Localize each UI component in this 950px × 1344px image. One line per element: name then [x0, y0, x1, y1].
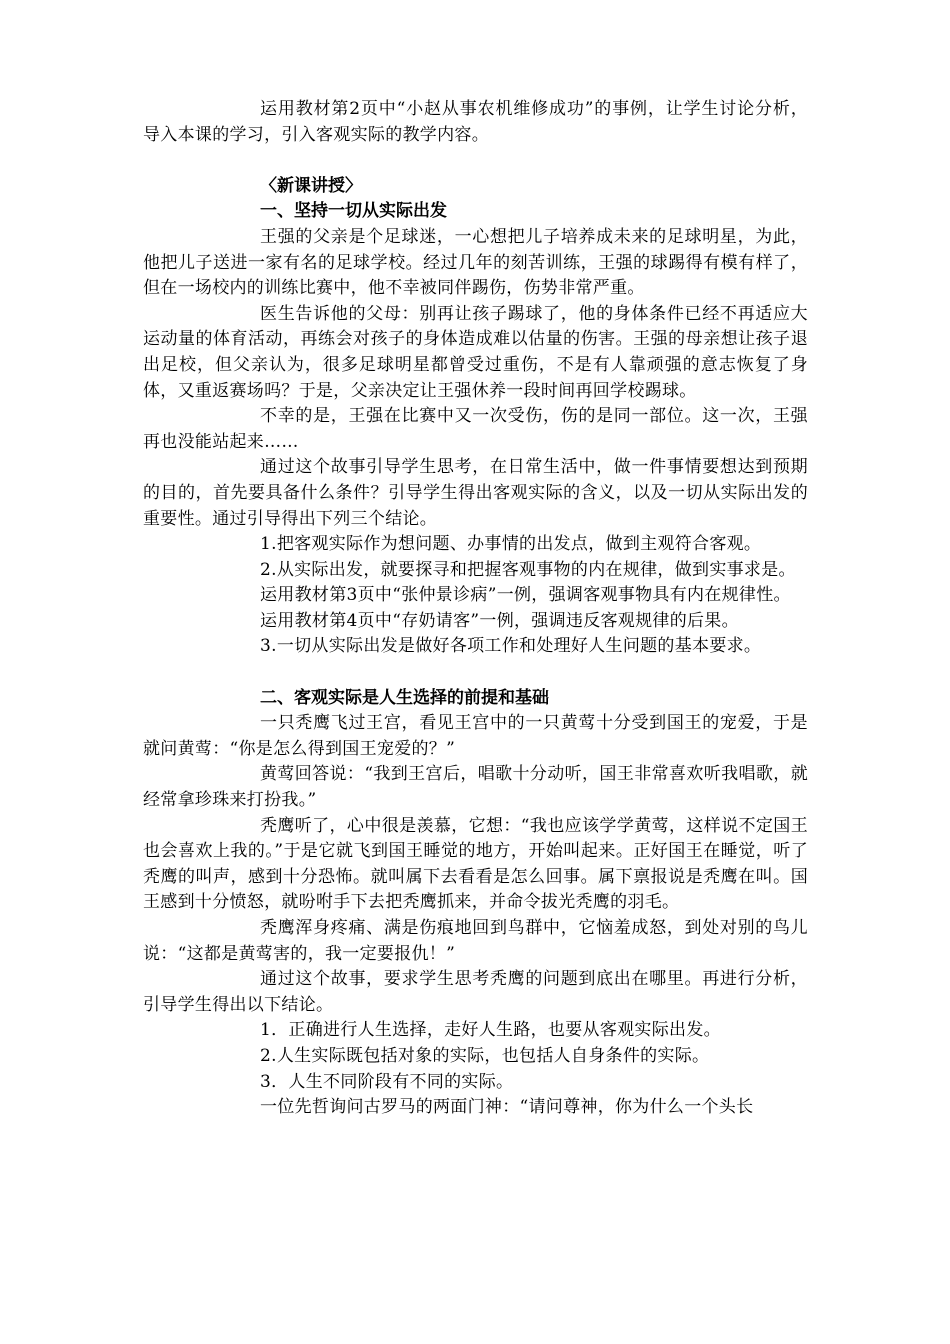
section1-paragraph: 王强的父亲是个足球迷，一心想把儿子培养成未来的足球明星，为此，他把儿子送进一家有名的足球学校。经过几年的刻苦训练，王强的球踢得有模有样了，但在一场校内的训练比赛中，他不幸被同伴踢伤，伤势非常严重。	[143, 226, 808, 299]
document-body	[143, 97, 808, 1121]
spacer	[143, 660, 808, 686]
conclusion-1: 1.把客观实际作为想问题、办事情的出发点，做到主观符合客观。	[260, 534, 762, 555]
section1-paragraph: 通过这个故事引导学生思考，在日常生活中，做一件事情要想达到预期的目的，首先要具备什么条件？引导学生得出客观实际的含义，以及一切从实际出发的重要性。通过引导得出下列三个结论。	[143, 457, 808, 529]
conclusion-1: 1．正确进行人生选择，走好人生路，也要从客观实际出发。	[260, 1020, 721, 1041]
textbook-example: 运用教材第4页中“存奶请客”一例，强调违反客观规律的后果。	[260, 610, 739, 631]
section2-paragraph: 通过这个故事，要求学生思考秃鹰的问题到底出在哪里。再进行分析，引导学生得出以下结论。	[143, 969, 808, 1015]
section2-heading: 二、客观实际是人生选择的前提和基础	[260, 687, 549, 708]
section2-paragraph: 一位先哲询问古罗马的两面门神：“请问尊神，你为什么一个头长	[260, 1097, 754, 1118]
textbook-example: 运用教材第3页中“张仲景诊病”一例，强调客观事物具有内在规律性。	[260, 585, 791, 606]
section2-paragraph: 秃鹰听了，心中很是羡慕，它想：“我也应该学学黄莺，这样说不定国王也会喜欢上我的。”于是它就飞到国王睡觉的地方，开始叫起来。正好国王在睡觉，听了秃鹰的叫声，感到十分恐怖。就叫属下去看看是怎么回事。属下禀报说是秃鹰在叫。国王感到十分愤怒，就吩咐手下去把秃鹰抓来，并命令拔光秃鹰的羽毛。	[143, 815, 808, 913]
new-lesson-heading: 〈新课讲授〉	[260, 175, 362, 196]
section2-paragraph: 黄莺回答说：“我到王宫后，唱歌十分动听，国王非常喜欢听我唱歌，就经常拿珍珠来打扮我。”	[143, 764, 808, 811]
conclusion-3: 3．人生不同阶段有不同的实际。	[260, 1071, 514, 1092]
spacer	[143, 148, 808, 174]
section1-heading: 一、坚持一切从实际出发	[260, 201, 447, 222]
section1-paragraph: 不幸的是，王强在比赛中又一次受伤，伤的是同一部位。这一次，王强再也没能站起来……	[143, 406, 808, 452]
section1-paragraph: 医生告诉他的父母：别再让孩子踢球了，他的身体条件已经不再适应大运动量的体育活动，再练会对孩子的身体造成难以估量的伤害。王强的母亲想让孩子退出足校，但父亲认为，很多足球明星都曾受过重伤，不是有人靠顽强的意志恢复了身体，又重返赛场吗？于是，父亲决定让王强休养一段时间再回学校踢球。	[143, 303, 808, 401]
conclusion-2: 2.人生实际既包括对象的实际，也包括人自身条件的实际。	[260, 1045, 710, 1066]
conclusion-3: 3.一切从实际出发是做好各项工作和处理好人生问题的基本要求。	[260, 636, 762, 657]
conclusion-2: 2.从实际出发，就要探寻和把握客观事物的内在规律，做到实事求是。	[260, 559, 796, 580]
section2-paragraph: 一只秃鹰飞过王宫，看见王宫中的一只黄莺十分受到国王的宠爱，于是就问黄莺：“你是怎么得到国王宠爱的？”	[143, 713, 808, 759]
section2-paragraph: 秃鹰浑身疼痛、满是伤痕地回到鸟群中，它恼羞成怒，到处对别的鸟儿说：“这都是黄莺害的，我一定要报仇！”	[143, 918, 808, 964]
intro-paragraph: 运用教材第2页中“小赵从事农机维修成功”的事例，让学生讨论分析，导入本课的学习，引入客观实际的教学内容。	[143, 99, 808, 145]
